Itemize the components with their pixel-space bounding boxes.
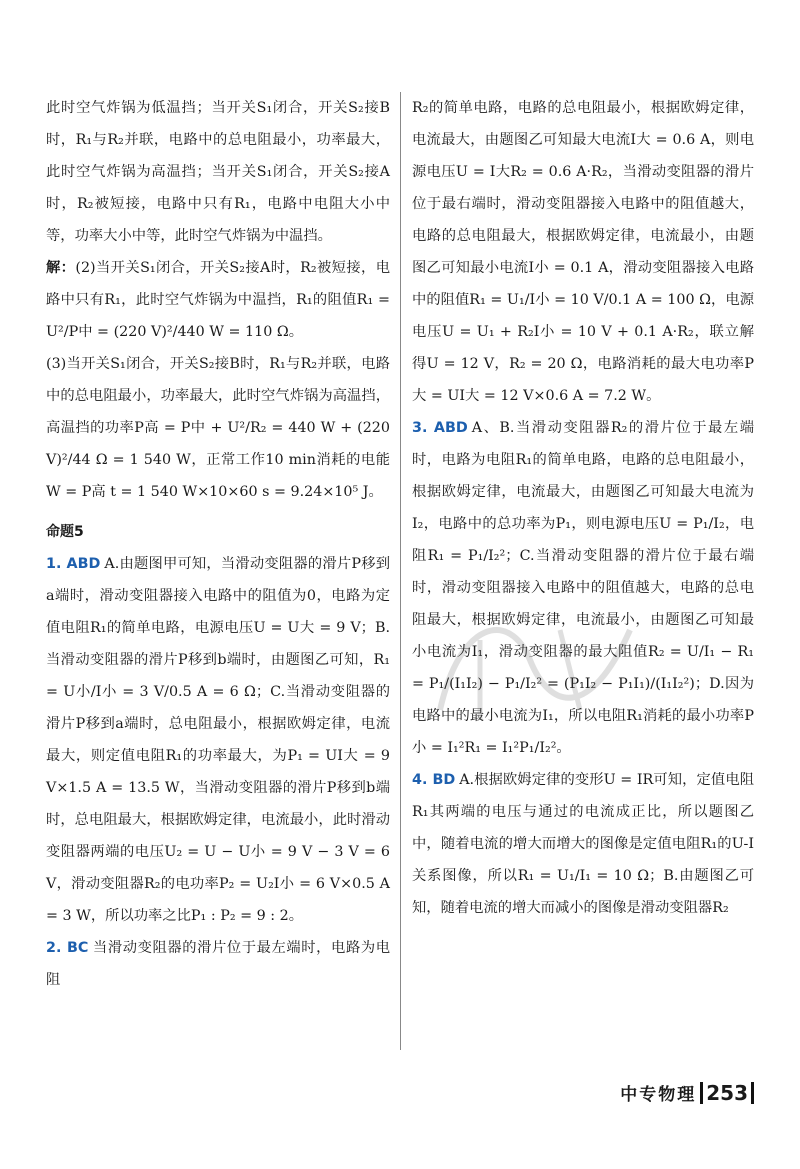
page-footer — [620, 1080, 754, 1105]
page-number: 253 — [700, 1082, 754, 1104]
question-2 — [46, 932, 390, 996]
right-column — [412, 92, 754, 924]
question-1-number: 1. ABD — [46, 556, 101, 572]
solution-part-2 — [46, 252, 390, 348]
question-3 — [412, 412, 754, 764]
solution-label: 解： — [46, 260, 76, 276]
question-4-text: A.根据欧姆定律的变形U = IR可知，定值电阻R₁其两端的电压与通过的电流成正比，所以题图乙中，随着电流的增大而增大的图像是定值电阻R₁的U-I关系图像，所以R₁ = U₁/I₁ = 10 Ω；B.由题图乙可知，随着电流的增大而减小的图像是滑动变阻器R₂ — [412, 772, 754, 916]
question-4 — [412, 764, 754, 924]
question-4-number: 4. BD — [412, 772, 456, 788]
left-column — [46, 92, 390, 996]
question-1-text: A.由题图甲可知，当滑动变阻器的滑片P移到a端时，滑动变阻器接入电路中的阻值为0，电路为定值电阻R₁的简单电路，电源电压U = U大 = 9 V；B.当滑动变阻器的滑片P移到b端时，由题图乙可知，R₁ = U小/I小 = 3 V/0.5 A = 6 Ω；C.当滑动变阻器的滑片P移到a端时，总电阻最小，根据欧姆定律，电流最大，则定值电阻R₁的功率最大，为P₁ = UI大 = 9 V×1.5 A = 13.5 W，当滑动变阻器的滑片P移到b端时，总电阻最大，根据欧姆定律，电流最小，此时滑动变阻器两端的电压U₂ = U − U小 = 9 V − 3 V = 6 V，滑动变阻器R₂的电功率P₂ = U₂I小 = 6 V×0.5 A = 3 W，所以功率之比P₁ : P₂ = 9 : 2。 — [46, 556, 390, 924]
paragraph-low-mid-high-explanation: 此时空气炸锅为低温挡；当开关S₁闭合，开关S₂接B时，R₁与R₂并联，电路中的总电阻最小，功率最大，此时空气炸锅为高温挡；当开关S₁闭合，开关S₂接A时，R₂被短接，电路中只有R₁，电路中电阻大小中等，功率大小中等，此时空气炸锅为中温挡。 — [46, 100, 390, 244]
question-2-text: 当滑动变阻器的滑片位于最左端时，电路为电阻 — [46, 940, 391, 988]
solution-part-3: (3)当开关S₁闭合，开关S₂接B时，R₁与R₂并联，电路中的总电阻最小，功率最大，此时空气炸锅为高温挡，高温挡的功率P高 = P中 + U²/R₂ = 440 W + (220 V)²/44 Ω = 1 540 W，正常工作10 min消耗的电能W = P高 t = 1 540 W×10×60 s = 9.24×10⁵ J。 — [46, 356, 390, 500]
question-3-text: A、B.当滑动变阻器R₂的滑片位于最左端时，电路为电阻R₁的简单电路，电路的总电阻最小，根据欧姆定律，电流最大，由题图乙可知最大电流为I₂，电路中的总功率为P₁，则电源电压U = P₁/I₂，电阻R₁ = P₁/I₂²；C.当滑动变阻器的滑片位于最右端时，滑动变阻器接入电路中的阻值越大，电路的总电阻最大，根据欧姆定律，电流最小，由题图乙可知最小电流为I₁，滑动变阻器的最大阻值R₂ = U/I₁ − R₁ = P₁/(I₁I₂) − P₁/I₂² = (P₁I₂ − P₁I₁)/(I₁I₂²)；D.因为电路中的最小电流为I₁，所以电阻R₁消耗的最小功率P小 = I₁²R₁ = I₁²P₁/I₂²。 — [412, 420, 754, 756]
section-title: 命题5 — [46, 524, 84, 540]
column-divider — [400, 92, 401, 1050]
question-1 — [46, 548, 390, 932]
solution-part-2-text: (2)当开关S₁闭合，开关S₂接A时，R₂被短接，电路中只有R₁，此时空气炸锅为中温挡，R₁的阻值R₁ = U²/P中 = (220 V)²/440 W = 110 Ω。 — [46, 260, 391, 340]
footer-subject: 中专物理 — [620, 1085, 697, 1105]
question-2-number: 2. BC — [46, 940, 89, 956]
question-2-continued: R₂的简单电路，电路的总电阻最小，根据欧姆定律，电流最大，由题图乙可知最大电流I大 = 0.6 A，则电源电压U = I大R₂ = 0.6 A·R₂，当滑动变阻器的滑片位于最右端时，滑动变阻器接入电路中的阻值越大，电路的总电阻最大，根据欧姆定律，电流最小，由题图乙可知最小电流I小 = 0.1 A，滑动变阻器接入电路中的阻值R₁ = U₁/I小 = 10 V/0.1 A = 100 Ω，电源电压U = U₁ + R₂I小 = 10 V + 0.1 A·R₂，联立解得U = 12 V，R₂ = 20 Ω，电路消耗的最大电功率P大 = UI大 = 12 V×0.6 A = 7.2 W。 — [412, 100, 754, 404]
question-3-number: 3. ABD — [412, 420, 468, 436]
